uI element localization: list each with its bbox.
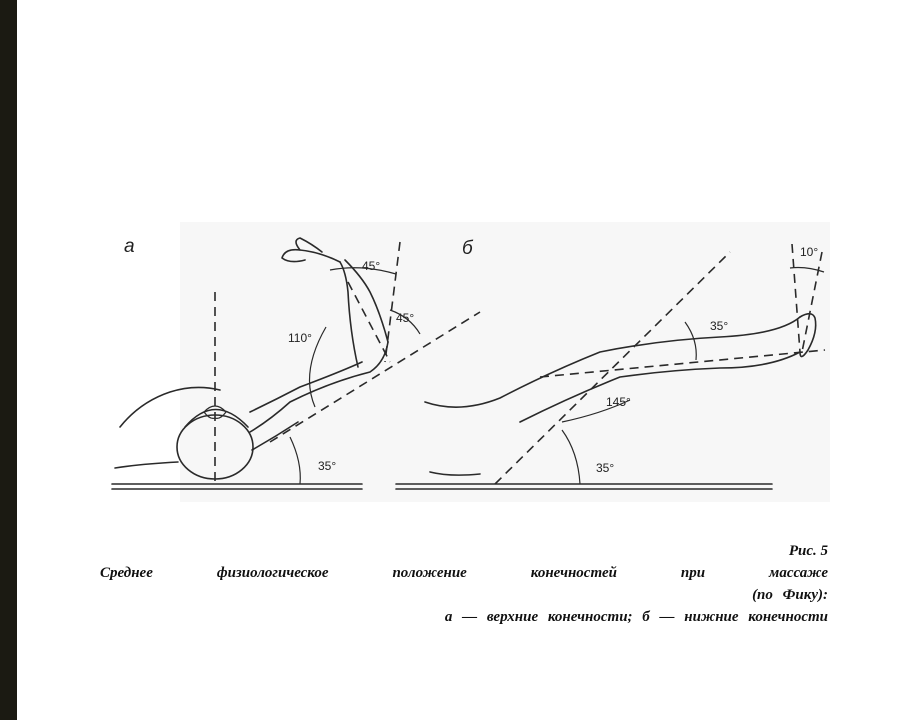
caption-line-1: Среднее физиологическое положение конечностей при массаже	[100, 565, 828, 581]
figure-diagram	[100, 222, 830, 512]
angle-35-a: 35°	[318, 459, 337, 473]
limb-position-diagram	[100, 222, 830, 512]
left-border	[0, 0, 17, 720]
angle-10: 10°	[800, 245, 819, 259]
angle-45-top: 45°	[362, 259, 381, 273]
caption-line-3: а — верхние конечности; б — нижние конечности	[444, 609, 828, 625]
caption-number: Рис. 5	[788, 543, 828, 559]
background-texture	[180, 222, 830, 502]
angle-35-knee: 35°	[710, 319, 729, 333]
torso-lower	[115, 462, 178, 468]
angle-45-mid: 45°	[396, 311, 415, 325]
caption-line-2: (по Фику):	[752, 587, 828, 603]
figure-caption	[100, 540, 828, 628]
angle-145: 145°	[606, 395, 631, 409]
panel-a-label: а	[124, 236, 135, 257]
angle-110: 110°	[288, 331, 312, 345]
panel-b-label: б	[462, 238, 473, 259]
angle-35-b: 35°	[596, 461, 615, 475]
